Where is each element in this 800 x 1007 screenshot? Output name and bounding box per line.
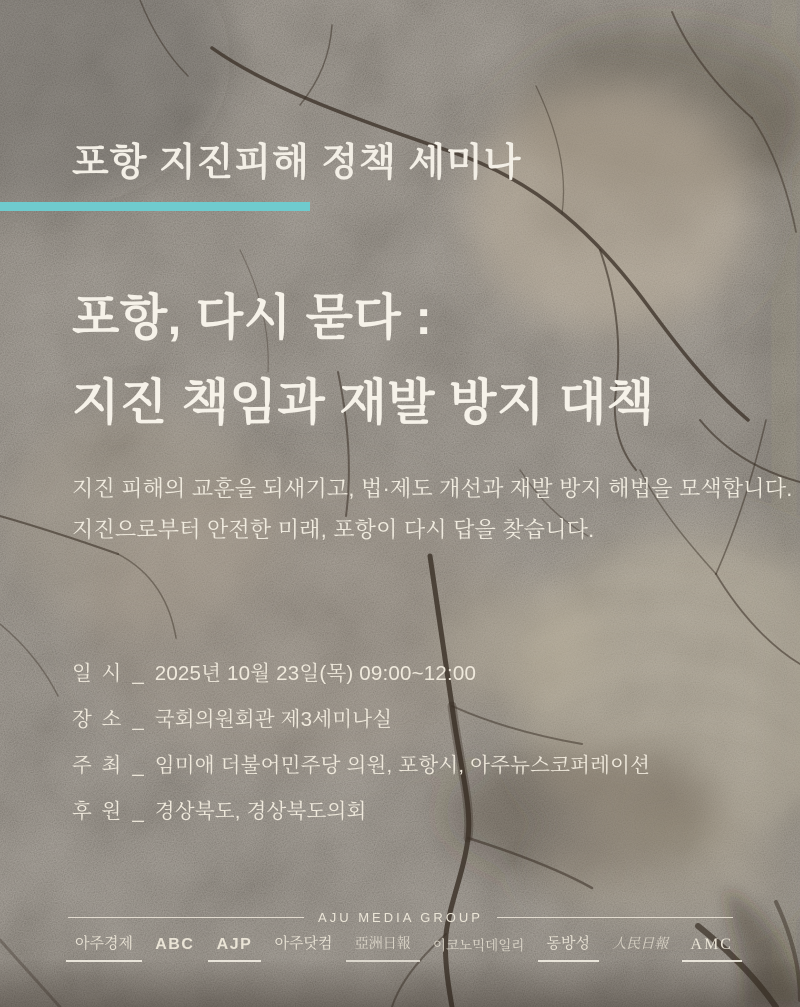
info-separator: _ — [132, 800, 144, 823]
left-rule — [68, 917, 304, 918]
subtitle-line-1: 지진 피해의 교훈을 되새기고, 법·제도 개선과 재발 방지 해법을 모색합니다. — [72, 476, 793, 501]
poster-title — [72, 276, 655, 446]
info-label-datetime: 일 시 — [72, 662, 124, 685]
right-rule — [497, 917, 733, 918]
info-label-venue: 장 소 — [72, 708, 124, 731]
title-line-2: 지진 책임과 재발 방지 대책 — [72, 376, 655, 430]
logo-aju-ilbo: 亞洲日報 — [346, 936, 420, 962]
logo-aju-kyungje: 아주경제 — [66, 936, 142, 962]
logo-peoples-daily: 人民日報 — [612, 937, 669, 952]
info-value-venue: 국회의원회관 제3세미나실 — [154, 708, 393, 731]
title-line-1: 포항, 다시 묻다 : — [72, 291, 433, 345]
logo-economic-daily: 이코노믹데일리 — [432, 938, 525, 953]
info-separator: _ — [132, 754, 144, 777]
accent-underline-bar — [0, 202, 310, 211]
event-info-list — [72, 662, 650, 846]
info-label-sponsor: 후 원 — [72, 800, 124, 823]
info-value-datetime: 2025년 10월 23일(목) 09:00~12:00 — [154, 662, 477, 685]
logo-amc: AMC — [682, 936, 742, 962]
media-logos-row — [66, 936, 742, 962]
info-row-datetime — [72, 662, 650, 686]
info-row-venue — [72, 708, 650, 732]
logo-dongbangseong: 동방성 — [538, 936, 599, 962]
info-label-host: 주 최 — [72, 754, 124, 777]
info-row-host — [72, 754, 650, 778]
info-row-sponsor — [72, 800, 650, 824]
poster-kicker: 포항 지진피해 정책 세미나 — [72, 142, 522, 184]
info-value-sponsor: 경상북도, 경상북도의회 — [154, 800, 367, 823]
logo-aju-dotcom: 아주닷컴 — [274, 936, 333, 952]
media-group-header — [68, 906, 733, 928]
info-value-host: 임미애 더불어민주당 의원, 포항시, 아주뉴스코퍼레이션 — [154, 754, 651, 777]
subtitle-line-2: 지진으로부터 안전한 미래, 포항이 다시 답을 찾습니다. — [72, 517, 595, 542]
info-separator: _ — [132, 662, 144, 685]
logo-abc: ABC — [155, 936, 195, 953]
logo-ajp: AJP — [208, 936, 262, 962]
info-separator: _ — [132, 708, 144, 731]
media-group-label: AJU MEDIA GROUP — [318, 909, 483, 925]
poster-subtitle — [72, 468, 793, 550]
